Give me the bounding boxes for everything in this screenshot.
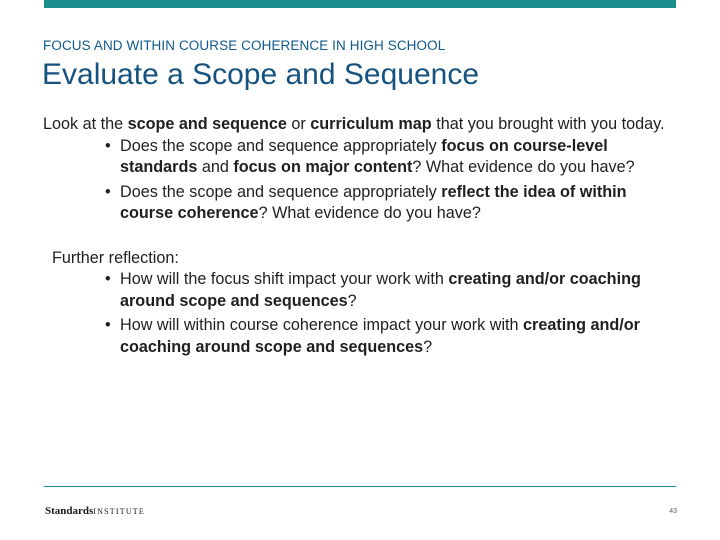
emphasized-text: focus on course-level standards: [120, 136, 608, 176]
text-segment: Look at the: [43, 115, 128, 133]
text-segment: ? What evidence do you have?: [412, 158, 635, 176]
logo-sub-text: INSTITUTE: [93, 507, 145, 516]
standards-institute-logo: [45, 505, 145, 517]
evaluation-questions-list: [105, 136, 683, 225]
bullet-icon: •: [105, 270, 111, 288]
text-segment: and: [197, 158, 234, 176]
text-segment: How will within course coherence impact your work with: [120, 316, 524, 334]
slide-title: Evaluate a Scope and Sequence: [42, 58, 480, 91]
emphasized-text: creating and/or coaching around scope and sequences: [120, 270, 641, 310]
top-accent-bar: [44, 0, 676, 8]
intro-paragraph: [43, 114, 683, 136]
bullet-item: [105, 269, 683, 312]
text-segment: or: [286, 115, 311, 133]
further-reflection-label: Further reflection:: [52, 248, 179, 267]
bullet-item: [105, 182, 683, 225]
bullet-icon: •: [105, 316, 111, 334]
logo-main-text: Standards: [45, 505, 94, 517]
emphasized-text: scope and sequence: [127, 115, 287, 133]
emphasized-text: focus on major content: [233, 158, 413, 176]
emphasized-text: creating and/or coaching around scope and sequences: [120, 316, 640, 356]
footer-divider: [44, 486, 676, 487]
slide-body: [43, 114, 683, 361]
slide-kicker: FOCUS AND WITHIN COURSE COHERENCE IN HIGH SCHOOL: [43, 38, 446, 53]
bullet-icon: •: [105, 136, 111, 155]
page-number: 43: [669, 508, 677, 515]
emphasized-text: curriculum map: [310, 115, 432, 133]
text-segment: ? What evidence do you have?: [258, 204, 481, 222]
bullet-icon: •: [105, 182, 111, 201]
text-segment: that you brought with you today.: [431, 115, 665, 133]
text-segment: ?: [423, 337, 433, 356]
emphasized-text: reflect the idea of within course coherence: [120, 182, 627, 222]
text-segment: How will the focus shift impact your work with: [120, 270, 449, 288]
bullet-item: [105, 136, 683, 179]
text-segment: Does the scope and sequence appropriately: [120, 136, 442, 155]
reflection-questions-list: [105, 269, 683, 358]
text-segment: ?: [347, 291, 357, 310]
text-segment: Does the scope and sequence appropriately: [120, 182, 442, 201]
bullet-item: [105, 315, 683, 358]
